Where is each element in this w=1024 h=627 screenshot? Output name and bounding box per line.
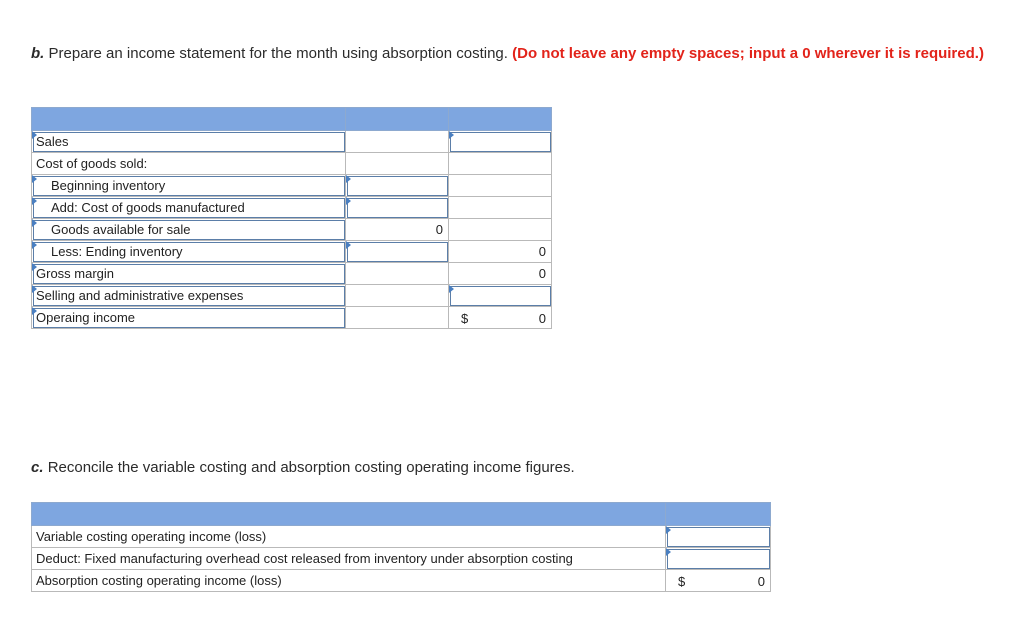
row-selling-admin <box>32 285 552 307</box>
absorption-income-label: Absorption costing operating income (loss) <box>32 570 666 592</box>
input-flag-icon <box>666 548 671 556</box>
beginning-inventory-label-select[interactable]: Beginning inventory <box>32 175 346 197</box>
input-flag-icon <box>32 307 37 315</box>
reconciliation-table <box>31 502 771 592</box>
input-flag-icon <box>449 131 454 139</box>
input-flag-icon <box>32 263 37 271</box>
operating-income-value: 0 <box>538 311 546 326</box>
row-goods-available <box>32 219 552 241</box>
currency-symbol: $ <box>461 311 469 326</box>
row-gross-margin <box>32 263 552 285</box>
question-b-letter: b. <box>31 45 45 62</box>
question-c-prompt: Reconcile the variable costing and absorption costing operating income figures. <box>47 459 575 476</box>
absorption-income-cell <box>666 570 771 592</box>
input-flag-icon <box>449 285 454 293</box>
beginning-inventory-input[interactable] <box>346 175 449 197</box>
input-flag-icon <box>32 241 37 249</box>
question-c <box>31 458 991 477</box>
selling-admin-input[interactable] <box>449 285 552 307</box>
question-b-prompt: Prepare an income statement for the month using absorption costing. <box>48 45 508 62</box>
input-flag-icon <box>32 285 37 293</box>
sales-amount-input[interactable] <box>449 131 552 153</box>
goods-available-label-select[interactable]: Goods available for sale <box>32 219 346 241</box>
variable-income-label: Variable costing operating income (loss) <box>32 526 666 548</box>
row-deduct-fixed <box>32 548 771 570</box>
question-b-instruction: (Do not leave any empty spaces; input a 0 wherever it is required.) <box>512 45 984 62</box>
input-flag-icon <box>32 175 37 183</box>
question-b <box>31 44 991 63</box>
currency-symbol: $ <box>678 574 686 589</box>
cogs-total-value: 0 <box>449 241 552 263</box>
gross-margin-label-select[interactable]: Gross margin <box>32 263 346 285</box>
input-flag-icon <box>346 197 351 205</box>
input-flag-icon <box>32 219 37 227</box>
income-statement-table <box>31 107 552 329</box>
row-operating-income <box>32 307 552 329</box>
operating-income-cell <box>449 307 552 329</box>
deduct-fixed-label: Deduct: Fixed manufacturing overhead cost released from inventory under absorption costing <box>32 548 666 570</box>
row-absorption-income <box>32 570 771 592</box>
table-header-row <box>32 503 771 526</box>
add-cogm-input[interactable] <box>346 197 449 219</box>
question-c-letter: c. <box>31 459 44 476</box>
add-cogm-label-select[interactable]: Add: Cost of goods manufactured <box>32 197 346 219</box>
input-flag-icon <box>346 175 351 183</box>
row-beginning-inventory <box>32 175 552 197</box>
deduct-fixed-input[interactable] <box>666 548 771 570</box>
input-flag-icon <box>666 526 671 534</box>
row-add-cogm <box>32 197 552 219</box>
row-less-ending-inventory <box>32 241 552 263</box>
row-cogs <box>32 153 552 175</box>
sales-label-select[interactable]: Sales <box>32 131 346 153</box>
input-flag-icon <box>32 197 37 205</box>
cogs-label: Cost of goods sold: <box>32 153 346 175</box>
operating-income-label-select[interactable]: Operaing income <box>32 307 346 329</box>
gross-margin-value: 0 <box>449 263 552 285</box>
row-variable-income <box>32 526 771 548</box>
less-ending-label-select[interactable]: Less: Ending inventory <box>32 241 346 263</box>
table-header-row <box>32 108 552 131</box>
row-sales <box>32 131 552 153</box>
selling-admin-label-select[interactable]: Selling and administrative expenses <box>32 285 346 307</box>
input-flag-icon <box>346 241 351 249</box>
ending-inventory-input[interactable] <box>346 241 449 263</box>
variable-income-input[interactable] <box>666 526 771 548</box>
goods-available-value: 0 <box>346 219 449 241</box>
input-flag-icon <box>32 131 37 139</box>
absorption-income-value: 0 <box>757 574 765 589</box>
